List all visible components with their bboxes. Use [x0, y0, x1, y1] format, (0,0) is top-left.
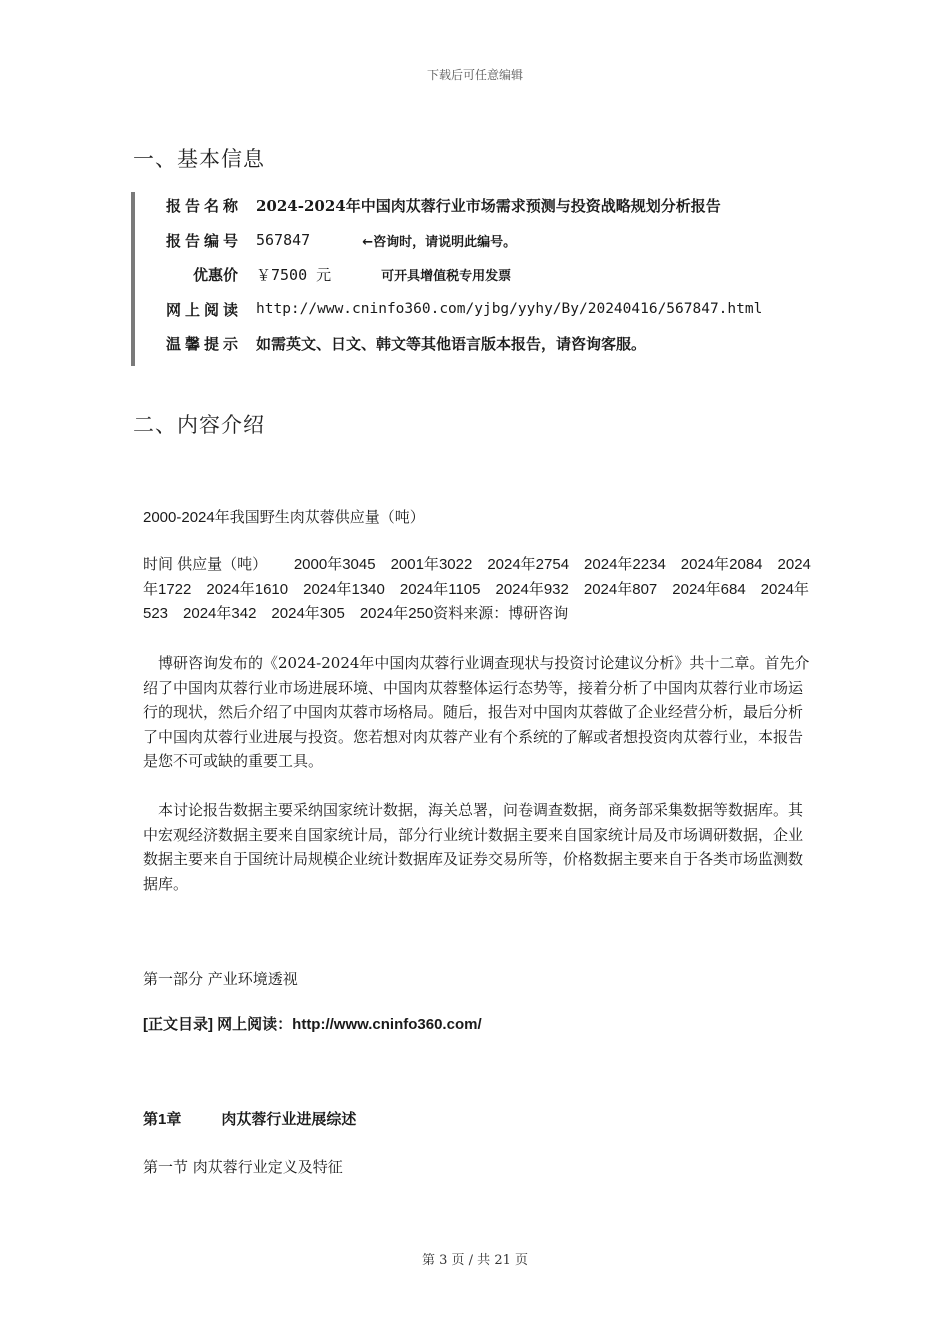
report-name-value: 2024-2024年中国肉苁蓉行业市场需求预测与投资战略规划分析报告: [256, 196, 721, 215]
part-title: 第一部分 产业环境透视: [143, 970, 298, 988]
info-label: 报告编号: [166, 231, 238, 250]
info-label: 网上阅读: [166, 300, 238, 319]
online-reading-link[interactable]: http://www.cninfo360.com/yjbg/yyhy/By/20240416/567847.html: [256, 301, 763, 317]
intro-paragraph-2: 本讨论报告数据主要采纳国家统计数据，海关总署，问卷调查数据，商务部采集数据等数据库。其中宏观经济数据主要来自国家统计局，部分行业统计数据主要来自国家统计局及市场调研数据，企业数据主要来自于国统计局规模企业统计数据库及证券交易所等，价格数据主要来自于各类市场监测数据库。: [143, 801, 804, 893]
info-label: 温馨提示: [166, 334, 238, 353]
chapter-number: 第1章: [143, 1111, 182, 1128]
info-label: 优惠价: [192, 265, 238, 284]
info-row-report-name: [166, 193, 721, 217]
report-number-note: ←咨询时，请说明此编号。: [362, 234, 517, 250]
info-row-tip: [166, 331, 646, 355]
section-title-content-intro: 二、内容介绍: [133, 413, 265, 437]
info-label: 报告名称: [166, 196, 238, 215]
section-heading: 第一节 肉苁蓉行业定义及特征: [143, 1158, 343, 1176]
page-footer: 第 3 页 / 共 21 页: [422, 1253, 528, 1268]
price-note: 可开具增值税专用发票: [381, 268, 512, 284]
price-value: ￥7500 元: [256, 265, 332, 284]
tip-value: 如需英文、日文、韩文等其他语言版本报告，请咨询客服。: [256, 334, 647, 353]
table-title: 2000-2024年我国野生肉苁蓉供应量（吨）: [143, 509, 425, 526]
info-row-report-number: [166, 228, 516, 252]
section-title-basic-info: 一、基本信息: [133, 147, 265, 171]
toc-online-link[interactable]: [正文目录] 网上阅读：http://www.cninfo360.com/: [143, 1016, 482, 1033]
supply-data-text: 时间 供应量（吨） 2000年3045 2001年3022 2024年2754 2024年2234 2024年2084 2024年1722 2024年1610 2024年1340 2024年1105 2024年932 2024年807 2024年684 2024年523 2024年342 2024年305 2024年250资料来源：博研咨询: [143, 556, 811, 623]
info-row-price: [166, 262, 511, 286]
info-row-online-reading: [166, 297, 762, 321]
chapter-heading: [143, 1108, 811, 1133]
chapter-title: 肉苁蓉行业进展综述: [221, 1111, 357, 1128]
info-block-bar: [131, 192, 135, 366]
intro-paragraph-1: 博研咨询发布的《2024-2024年中国肉苁蓉行业调查现状与投资讨论建议分析》共十二章。首先介绍了中国肉苁蓉行业市场进展环境、中国肉苁蓉整体运行态势等，接着分析了中国肉苁蓉行业市场运行的现状，然后介绍了中国肉苁蓉市场格局。随后，报告对中国肉苁蓉做了企业经营分析，最后分析了中国肉苁蓉行业进展与投资。您若想对肉苁蓉产业有个系统的了解或者想投资肉苁蓉行业，本报告是您不可或缺的重要工具。: [143, 654, 810, 771]
page-header-note: 下载后可任意编辑: [426, 68, 523, 82]
report-number-value: 567847: [256, 231, 311, 249]
